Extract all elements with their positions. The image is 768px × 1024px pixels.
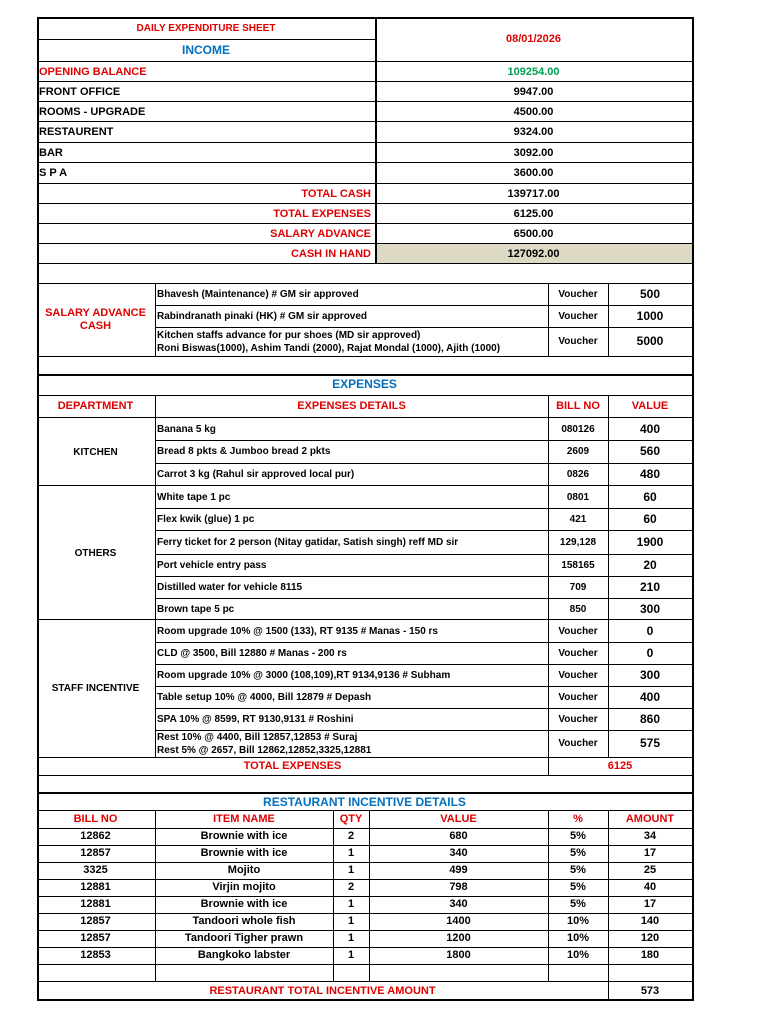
incentive-pct: 5%: [570, 830, 586, 842]
incentive-value: 340: [449, 898, 468, 910]
expense-details: [155, 508, 548, 530]
incentive-value: 340: [449, 847, 468, 859]
salary-advance-value: 1000: [636, 308, 664, 323]
expense-details-line: Rest 5% @ 2657, Bill 12862,12852,3325,12881: [157, 744, 372, 756]
col-header-department: DEPARTMENT: [57, 400, 134, 412]
salary-advance-label: SALARY ADVANCE CASH: [45, 307, 146, 332]
expense-value: 860: [639, 711, 661, 726]
incentive-total-label: RESTAURANT TOTAL INCENTIVE AMOUNT: [209, 984, 436, 997]
expense-details-line: Table setup 10% @ 4000, Bill 12879 # Depash: [157, 691, 372, 703]
incentive-pct: 10%: [566, 949, 590, 961]
incentive-item: Brownie with ice: [200, 830, 288, 842]
expense-details: [155, 642, 548, 664]
expense-details-line: CLD @ 3500, Bill 12880 # Manas - 200 rs: [157, 647, 347, 659]
grid-line: [37, 395, 692, 396]
expense-details-line: Carrot 3 kg (Rahul sir approved local pur): [157, 469, 355, 480]
department-name: STAFF INCENTIVE: [51, 683, 140, 694]
incentive-bill: 12857: [80, 847, 111, 859]
incentive-value: 680: [449, 830, 468, 842]
expense-details: [155, 530, 548, 554]
grid-line: [37, 981, 692, 982]
grid-line: [37, 964, 692, 965]
incentive-amount: 40: [643, 881, 657, 893]
grid-line: [37, 162, 692, 163]
grid-line: [37, 101, 692, 102]
grid-line: [37, 243, 692, 244]
grid-line: [155, 463, 692, 464]
grid-line: [37, 775, 692, 776]
income-value: 4500.00: [513, 105, 554, 118]
grid-line: [333, 810, 334, 981]
incentive-qty: 2: [347, 881, 355, 893]
expense-details-line: Ferry ticket for 2 person (Nitay gatidar, Satish singh) reff MD sir: [157, 536, 459, 548]
incentive-bill: 12881: [80, 898, 111, 910]
expense-value: 0: [646, 623, 654, 638]
salary-advance-bill: Voucher: [558, 289, 598, 300]
grid-line: [692, 18, 694, 1000]
incentive-pct: 10%: [566, 932, 590, 944]
grid-line: [37, 81, 692, 82]
expenses-heading: EXPENSES: [332, 377, 397, 391]
grid-line: [37, 61, 692, 62]
grid-line: [37, 142, 692, 143]
grid-line: [155, 598, 692, 599]
expense-value: 20: [643, 557, 657, 572]
col-header-details: EXPENSES DETAILS: [297, 400, 406, 412]
expense-bill: 080126: [561, 423, 595, 435]
expense-bill: Voucher: [558, 738, 598, 749]
incentive-pct: 10%: [566, 915, 590, 927]
grid-line: [37, 39, 375, 40]
expense-details: [155, 620, 548, 642]
expense-bill: Voucher: [558, 713, 598, 725]
grid-line: [548, 283, 549, 357]
restaurant-incentive-heading: RESTAURANT INCENTIVE DETAILS: [263, 794, 466, 809]
grid-line: [37, 183, 692, 184]
sheet-date: 08/01/2026: [505, 33, 562, 45]
income-label: S P A: [39, 166, 68, 179]
grid-line: [608, 810, 609, 981]
grid-line: [369, 810, 370, 981]
grid-line: [548, 810, 549, 981]
expense-details-line: Room upgrade 10% @ 3000 (108,109),RT 9134,9136 # Subham: [157, 669, 451, 681]
incentive-item: Tandoori whole fish: [192, 915, 296, 927]
incentive-qty: 1: [347, 932, 355, 944]
expense-value: 1900: [636, 534, 664, 549]
grid-line: [37, 947, 692, 948]
salary-advance-details: [155, 284, 548, 305]
grid-line: [608, 283, 609, 357]
expense-bill: Voucher: [558, 669, 598, 681]
salary-advance-bill: Voucher: [558, 336, 598, 347]
incentive-pct: 5%: [570, 881, 586, 893]
expense-value: 400: [639, 689, 661, 704]
expense-bill: 2609: [566, 446, 590, 457]
incentive-header-qty: QTY: [339, 813, 363, 825]
grid-line: [155, 664, 692, 665]
incentive-value: 798: [449, 881, 468, 893]
grid-line: [37, 896, 692, 897]
expense-value: 575: [639, 736, 661, 750]
grid-line: [37, 485, 692, 486]
salary-advance-bill: Voucher: [558, 310, 598, 322]
col-header-bill: BILL NO: [556, 400, 600, 412]
department-name: OTHERS: [74, 547, 117, 559]
salary-advance-details-line: Bhavesh (Maintenance) # GM sir approved: [157, 289, 359, 300]
incentive-header-pct: %: [573, 813, 583, 825]
expense-details-line: Port vehicle entry pass: [157, 559, 267, 571]
incentive-header-value: VALUE: [440, 813, 477, 825]
grid-line: [155, 327, 692, 328]
incentive-amount: 34: [643, 830, 657, 842]
income-label: RESTAURENT: [39, 125, 114, 138]
incentive-qty: 1: [347, 864, 355, 876]
expenses-total-value: 6125: [607, 759, 633, 772]
expense-bill: Voucher: [558, 691, 598, 703]
income-label: FRONT OFFICE: [39, 85, 121, 98]
incentive-bill: 3325: [83, 864, 108, 876]
incentive-value: 1200: [446, 932, 471, 944]
grid-line: [37, 17, 694, 19]
grid-line: [155, 305, 692, 306]
expense-details: [155, 730, 548, 757]
expense-details-line: Flex kwik (glue) 1 pc: [157, 513, 255, 525]
expense-value: 480: [639, 467, 661, 481]
incentive-pct: 5%: [570, 847, 586, 859]
income-value: 9947.00: [513, 85, 554, 98]
incentive-qty: 1: [347, 915, 355, 927]
expense-bill: 0801: [566, 491, 590, 503]
expense-details-line: Bread 8 pkts & Jumboo bread 2 pkts: [157, 446, 331, 457]
expense-bill: 421: [569, 513, 587, 525]
income-label: BAR: [39, 146, 63, 159]
incentive-item: Virjin mojito: [212, 881, 276, 893]
totals-label: TOTAL EXPENSES: [273, 207, 371, 220]
grid-line: [37, 619, 692, 620]
totals-value: 6125.00: [513, 207, 554, 220]
grid-line: [37, 792, 692, 794]
grid-line: [37, 121, 692, 122]
incentive-bill: 12862: [80, 830, 111, 842]
grid-line: [155, 708, 692, 709]
totals-value: 127092.00: [507, 247, 560, 260]
expense-details-line: Banana 5 kg: [157, 423, 216, 435]
grid-line: [155, 554, 692, 555]
grid-line: [37, 223, 692, 224]
totals-value: 139717.00: [507, 187, 560, 200]
grid-line: [37, 374, 693, 376]
expense-bill: 158165: [561, 559, 595, 571]
expense-bill: 129,128: [559, 536, 597, 548]
grid-line: [155, 810, 156, 981]
grid-line: [37, 263, 692, 264]
grid-line: [155, 642, 692, 643]
grid-line: [37, 879, 692, 880]
totals-label: TOTAL CASH: [301, 187, 371, 200]
expense-bill: 850: [569, 603, 587, 615]
expense-details: [155, 686, 548, 708]
grid-line: [37, 757, 692, 758]
expense-value: 0: [646, 645, 654, 660]
incentive-pct: 5%: [570, 898, 586, 910]
sheet-title: DAILY EXPENDITURE SHEET: [136, 23, 276, 34]
expense-bill: Voucher: [558, 625, 598, 637]
grid-line: [155, 283, 156, 357]
grid-line: [608, 981, 609, 999]
incentive-header-bill: BILL NO: [73, 813, 118, 825]
grid-line: [375, 18, 377, 264]
expense-details-line: Room upgrade 10% @ 1500 (133), RT 9135 # Manas - 150 rs: [157, 625, 438, 637]
expense-bill: 0826: [566, 469, 590, 480]
incentive-item: Brownie with ice: [200, 847, 288, 859]
incentive-bill: 12853: [80, 949, 111, 961]
incentive-amount: 17: [643, 898, 657, 910]
incentive-value: 1400: [446, 915, 471, 927]
incentive-header-item: ITEM NAME: [213, 813, 275, 825]
incentive-qty: 2: [347, 830, 355, 842]
expense-value: 400: [639, 421, 661, 436]
grid-line: [155, 730, 692, 731]
grid-line: [37, 999, 694, 1001]
grid-line: [155, 508, 692, 509]
grid-line: [37, 828, 692, 829]
grid-line: [155, 530, 692, 531]
incentive-amount: 25: [643, 864, 657, 876]
grid-line: [37, 913, 692, 914]
expense-details: [155, 576, 548, 598]
grid-line: [37, 810, 692, 811]
salary-advance-details-line: Kitchen staffs advance for pur shoes (MD sir approved): [157, 329, 421, 341]
grid-line: [37, 356, 692, 357]
expense-details: [155, 440, 548, 463]
totals-value: 6500.00: [513, 227, 554, 240]
expense-details: [155, 664, 548, 686]
salary-advance-details-line: Roni Biswas(1000), Ashim Tandi (2000), Rajat Mondal (1000), Ajith (1000): [157, 342, 501, 354]
grid-line: [155, 440, 692, 441]
incentive-item: Tandoori Tigher prawn: [184, 932, 304, 944]
incentive-amount: 120: [640, 932, 660, 944]
expense-bill: 709: [569, 581, 587, 593]
expense-details-line: Brown tape 5 pc: [157, 603, 235, 615]
expense-value: 60: [643, 489, 657, 504]
expense-value: 300: [639, 601, 661, 616]
incentive-pct: 5%: [570, 864, 586, 876]
expense-value: 60: [643, 511, 657, 526]
col-header-value: VALUE: [631, 400, 669, 412]
expense-details-line: Rest 10% @ 4400, Bill 12857,12853 # Suraj: [157, 731, 358, 743]
grid-line: [37, 283, 692, 284]
expense-value: 210: [639, 579, 661, 594]
grid-line: [155, 576, 692, 577]
income-value: 3600.00: [513, 166, 554, 179]
expense-details-line: White tape 1 pc: [157, 491, 231, 503]
expense-details-line: Distilled water for vehicle 8115: [157, 581, 303, 593]
expense-details: [155, 486, 548, 508]
income-value: 3092.00: [513, 146, 554, 159]
salary-advance-details: [155, 327, 548, 356]
salary-advance-details-line: Rabindranath pinaki (HK) # GM sir approved: [157, 310, 368, 322]
income-value: 9324.00: [513, 125, 554, 138]
expense-value: 300: [639, 667, 661, 682]
expense-details: [155, 708, 548, 730]
grid-line: [155, 686, 692, 687]
expense-details: [155, 463, 548, 486]
incentive-bill: 12857: [80, 915, 111, 927]
incentive-item: Bangkoko labster: [197, 949, 291, 961]
grid-line: [37, 845, 692, 846]
grid-line: [37, 417, 692, 418]
incentive-bill: 12857: [80, 932, 111, 944]
income-value: 109254.00: [507, 65, 560, 78]
grid-line: [548, 395, 549, 775]
incentive-amount: 180: [640, 949, 660, 961]
salary-advance-value: 500: [639, 287, 661, 301]
grid-line: [37, 203, 692, 204]
incentive-amount: 140: [640, 915, 660, 927]
salary-advance-details: [155, 305, 548, 327]
incentive-bill: 12881: [80, 881, 111, 893]
grid-line: [37, 930, 692, 931]
incentive-total-value: 573: [640, 984, 660, 997]
expense-details: [155, 598, 548, 620]
totals-label: CASH IN HAND: [290, 247, 371, 260]
expense-value: 560: [639, 444, 661, 458]
salary-advance-value: 5000: [636, 334, 664, 348]
income-label: ROOMS - UPGRADE: [39, 105, 146, 118]
expense-details-line: SPA 10% @ 8599, RT 9130,9131 # Roshini: [157, 713, 354, 725]
incentive-amount: 17: [643, 847, 657, 859]
income-label: OPENING BALANCE: [39, 65, 147, 78]
incentive-item: Mojito: [227, 864, 261, 876]
incentive-value: 1800: [446, 949, 471, 961]
department-name: KITCHEN: [73, 446, 118, 458]
expense-details: [155, 418, 548, 440]
expense-details: [155, 554, 548, 576]
totals-label: SALARY ADVANCE: [270, 227, 371, 240]
incentive-item: Brownie with ice: [200, 898, 288, 910]
incentive-value: 499: [449, 864, 468, 876]
incentive-qty: 1: [347, 847, 355, 859]
incentive-header-amount: AMOUNT: [625, 813, 675, 825]
income-heading: INCOME: [182, 43, 230, 57]
grid-line: [37, 862, 692, 863]
incentive-qty: 1: [347, 949, 355, 961]
expense-bill: Voucher: [558, 647, 598, 659]
expenses-total-label: TOTAL EXPENSES: [243, 759, 342, 772]
incentive-qty: 1: [347, 898, 355, 910]
grid-line: [37, 18, 39, 1000]
